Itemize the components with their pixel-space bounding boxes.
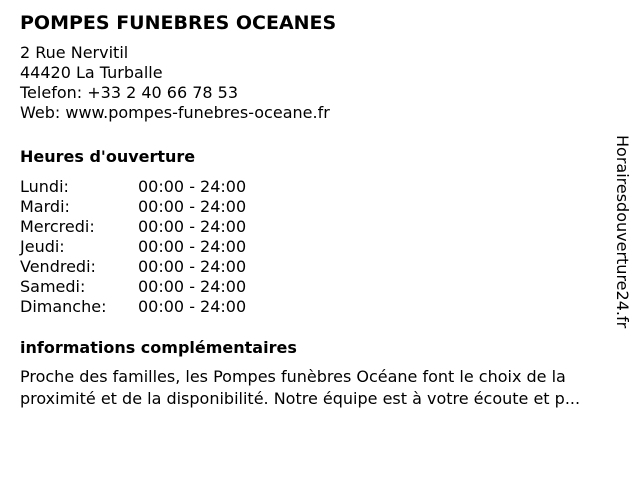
hours-title: Heures d'ouverture: [20, 147, 196, 166]
day-label: Lundi:: [20, 177, 69, 196]
hours-row-monday: [20, 177, 615, 197]
business-card: [20, 10, 615, 410]
time-range: 00:00 - 24:00: [138, 237, 247, 256]
time-range: 00:00 - 24:00: [138, 197, 247, 216]
hours-row-tuesday: [20, 197, 615, 217]
info-description: [20, 366, 615, 410]
hours-row-saturday: [20, 277, 615, 297]
website: Web: www.pompes-funebres-oceane.fr: [20, 103, 330, 122]
hours-row-thursday: [20, 237, 615, 257]
hours-table: [20, 177, 615, 317]
day-label: Jeudi:: [20, 237, 65, 256]
time-range: 00:00 - 24:00: [138, 217, 247, 236]
business-name: POMPES FUNEBRES OCEANES: [20, 12, 337, 34]
hours-row-wednesday: [20, 217, 615, 237]
day-label: Mercredi:: [20, 217, 95, 236]
time-range: 00:00 - 24:00: [138, 277, 247, 296]
site-watermark: Horairesdouverture24.fr: [613, 135, 632, 329]
time-range: 00:00 - 24:00: [138, 257, 247, 276]
address-block: [20, 43, 615, 123]
info-title: informations complémentaires: [20, 338, 297, 357]
info-description-text: Proche des familles, les Pompes funèbres Océane font le choix de la proximité et de la disponibilité. Notre équipe est à votre écoute et p...: [20, 367, 581, 408]
time-range: 00:00 - 24:00: [138, 177, 247, 196]
phone-number: Telefon: +33 2 40 66 78 53: [20, 83, 239, 102]
day-label: Mardi:: [20, 197, 70, 216]
day-label: Samedi:: [20, 277, 86, 296]
time-range: 00:00 - 24:00: [138, 297, 247, 316]
address-street: 2 Rue Nervitil: [20, 43, 129, 62]
hours-row-sunday: [20, 297, 615, 317]
hours-row-friday: [20, 257, 615, 277]
day-label: Dimanche:: [20, 297, 107, 316]
day-label: Vendredi:: [20, 257, 96, 276]
address-city: 44420 La Turballe: [20, 63, 163, 82]
